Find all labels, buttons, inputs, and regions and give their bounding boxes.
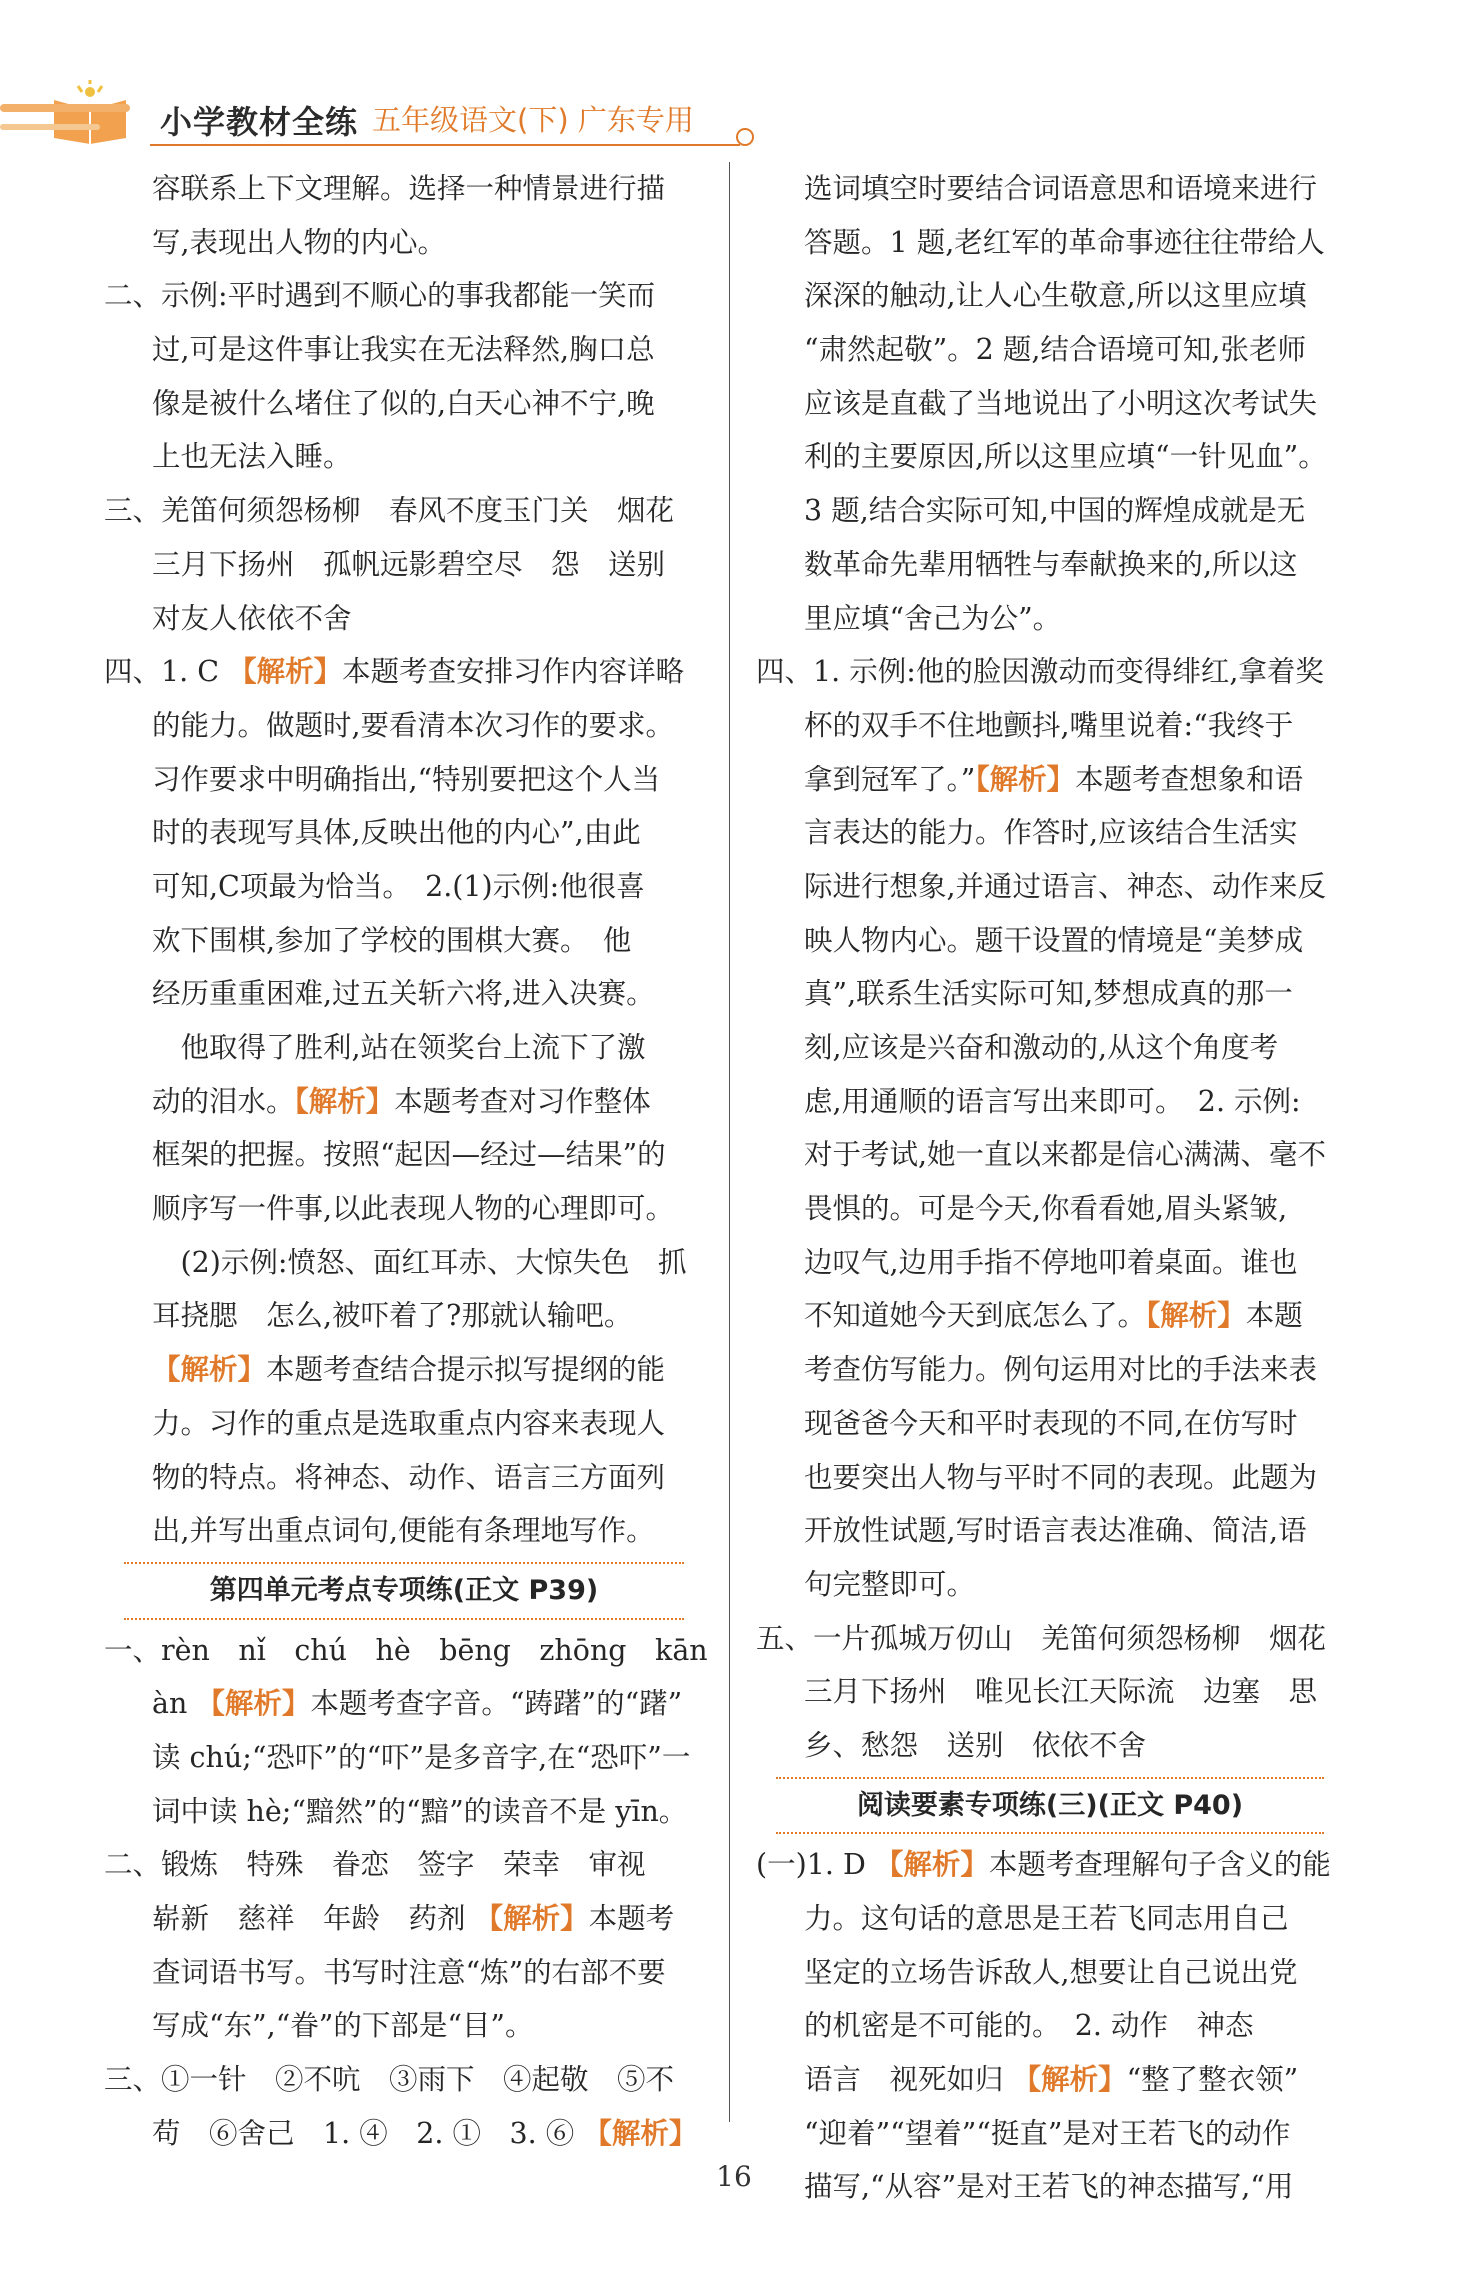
page-number: 16 bbox=[716, 2160, 752, 2193]
text-line: 框架的把握。按照“起因—经过—结果”的 bbox=[152, 1138, 666, 1172]
text-line: 深深的触动,让人心生敬意,所以这里应填 bbox=[804, 279, 1307, 313]
analysis-tag: 【解析】 bbox=[583, 2115, 698, 2150]
text-line: 的能力。做题时,要看清本次习作的要求。 bbox=[152, 708, 675, 742]
analysis-tag: 【解析】 bbox=[294, 1083, 395, 1118]
text-line: 五、一片孤城万仞山 羌笛何须怨杨柳 烟花 bbox=[756, 1621, 1327, 1655]
section-title: 第四单元考点专项练(正文 P39) bbox=[124, 1562, 684, 1620]
text-line: 物的特点。将神态、动作、语言三方面列 bbox=[152, 1460, 666, 1494]
text-line: 他取得了胜利,站在领奖台上流下了激 bbox=[152, 1031, 646, 1064]
header-accent-bar bbox=[0, 124, 100, 130]
text-line: 映人物内心。题干设置的情境是“美梦成 bbox=[804, 923, 1304, 957]
text-line: 查词语书写。书写时注意“炼”的右部不要 bbox=[152, 1955, 666, 1989]
text-line: 描写,“从容”是对王若飞的神态描写,“用 bbox=[804, 2170, 1294, 2204]
analysis-tag: 【解析】 bbox=[874, 1847, 989, 1882]
text-line: 顺序写一件事,以此表现人物的心理即可。 bbox=[152, 1192, 675, 1226]
text-line: 现爸爸今天和平时表现的不同,在仿写时 bbox=[804, 1406, 1298, 1440]
section-title: 阅读要素专项练(三)(正文 P40) bbox=[776, 1777, 1324, 1835]
column-divider bbox=[729, 162, 730, 2122]
text-line: 二、示例:平时遇到不顺心的事我都能一笑而 bbox=[104, 279, 656, 313]
text-line: 开放性试题,写时语言表达准确、简洁,语 bbox=[804, 1514, 1307, 1548]
text-line: 的机密是不可能的。 2. 动作 神态 bbox=[804, 2009, 1254, 2043]
text-line: 刻,应该是兴奋和激动的,从这个角度考 bbox=[804, 1031, 1279, 1064]
text-line: 3 题,结合实际可知,中国的辉煌成就是无 bbox=[804, 494, 1306, 528]
text-line: 坚定的立场告诉敌人,想要让自己说出党 bbox=[804, 1955, 1298, 1989]
analysis-tag: 【解析】 bbox=[152, 1352, 267, 1387]
analysis-tag: 【解析】 bbox=[1012, 2062, 1127, 2097]
text-line: 三月下扬州 孤帆远影碧空尽 怨 送别 bbox=[152, 547, 666, 581]
text-line: 言表达的能力。作答时,应该结合生活实 bbox=[804, 816, 1298, 850]
text-line: 欢下围棋,参加了学校的围棋大赛。 他 bbox=[152, 923, 632, 957]
text-line: 答题。1 题,老红军的革命事迹往往带给人 bbox=[804, 225, 1325, 259]
text-line: 经历重重困难,过五关斩六将,进入决赛。 bbox=[152, 977, 655, 1011]
text-line: 苟 ⑥舍己 1. ④ 2. ① 3. ⑥ 【解析】 bbox=[152, 2115, 698, 2150]
text-line: 一、rèn nǐ chú hè bēng zhōng kān bbox=[104, 1633, 708, 1667]
analysis-tag: 【解析】 bbox=[228, 654, 343, 689]
text-line: 上也无法入睡。 bbox=[152, 440, 352, 474]
analysis-tag: 【解析】 bbox=[474, 1901, 589, 1935]
text-line: 选词填空时要结合词语意思和语境来进行 bbox=[804, 172, 1318, 205]
text-line: 杯的双手不住地颤抖,嘴里说着:“我终于 bbox=[804, 708, 1294, 742]
left-column bbox=[104, 162, 708, 2160]
book-icon bbox=[48, 80, 132, 144]
text-line: 四、1. 示例:他的脸因激动而变得绯红,拿着奖 bbox=[756, 655, 1324, 689]
text-line: 动的泪水。【解析】本题考查对习作整体 bbox=[152, 1083, 651, 1118]
text-line: 畏惧的。可是今天,你看看她,眉头紧皱, bbox=[804, 1192, 1288, 1226]
text-line: 词中读 hè;“黯然”的“黯”的读音不是 yīn。 bbox=[152, 1794, 688, 1828]
text-line: 过,可是这件事让我实在无法释然,胸口总 bbox=[152, 333, 655, 367]
text-line: 三月下扬州 唯见长江天际流 边塞 思 bbox=[804, 1675, 1318, 1709]
text-line: 句完整即可。 bbox=[804, 1567, 976, 1601]
text-line: (一)1. D 【解析】本题考查理解句子含义的能 bbox=[756, 1847, 1331, 1882]
header-accent-bar bbox=[0, 104, 130, 112]
text-line: àn 【解析】本题考查字音。“踌躇”的“躇” bbox=[152, 1686, 683, 1721]
analysis-tag: 【解析】 bbox=[1146, 1298, 1246, 1333]
right-column bbox=[756, 162, 1344, 2214]
header-rule bbox=[150, 144, 740, 146]
text-line: 四、1. C 【解析】本题考查安排习作内容详略 bbox=[104, 654, 685, 689]
book-title: 小学教材全练 bbox=[160, 103, 359, 141]
text-line: 三、①一针 ②不吭 ③雨下 ④起敬 ⑤不 bbox=[104, 2063, 675, 2097]
text-line: 语言 视死如归 【解析】“整了整衣领” bbox=[804, 2062, 1299, 2097]
text-line: 对友人依依不舍 bbox=[152, 601, 352, 635]
text-line: 出,并写出重点词句,便能有条理地写作。 bbox=[152, 1514, 655, 1548]
text-line: 拿到冠军了。”【解析】本题考查想象和语 bbox=[804, 761, 1304, 796]
header-ornament bbox=[736, 128, 754, 146]
text-line: 利的主要原因,所以这里应填“一针见血”。 bbox=[804, 440, 1327, 474]
text-line: 考查仿写能力。例句运用对比的手法来表 bbox=[804, 1353, 1318, 1387]
book-subtitle: 五年级语文(下) 广东专用 bbox=[372, 103, 694, 137]
page-header bbox=[0, 0, 1468, 160]
text-line: 可知,C项最为恰当。 2.(1)示例:他很喜 bbox=[152, 869, 645, 903]
text-line: 容联系上下文理解。选择一种情景进行描 bbox=[152, 172, 666, 205]
text-line: 力。这句话的意思是王若飞同志用自己 bbox=[804, 1902, 1289, 1935]
text-line: 写,表现出人物的内心。 bbox=[152, 225, 447, 259]
text-line: (2)示例:愤怒、面红耳赤、大惊失色 抓 bbox=[152, 1245, 687, 1279]
text-line: 读 chú;“恐吓”的“吓”是多音字,在“恐吓”一 bbox=[152, 1740, 691, 1774]
text-line: 里应填“舍己为公”。 bbox=[804, 601, 1062, 635]
text-line: 三、羌笛何须怨杨柳 春风不度玉门关 烟花 bbox=[104, 494, 675, 528]
text-line: “肃然起敬”。2 题,结合语境可知,张老师 bbox=[804, 333, 1306, 367]
text-line: 对于考试,她一直以来都是信心满满、毫不 bbox=[804, 1138, 1327, 1172]
text-line: “迎着”“望着”“挺直”是对王若飞的动作 bbox=[804, 2116, 1291, 2150]
text-line: 崭新 慈祥 年龄 药剂 【解析】本题考 bbox=[152, 1901, 675, 1935]
text-line: 应该是直截了当地说出了小明这次考试失 bbox=[804, 386, 1318, 420]
text-line: 写成“东”,“眷”的下部是“目”。 bbox=[152, 2009, 534, 2043]
text-line: 际进行想象,并通过语言、神态、动作来反 bbox=[804, 869, 1327, 903]
text-line: 不知道她今天到底怎么了。【解析】本题 bbox=[804, 1298, 1303, 1333]
text-line: 二、锻炼 特殊 眷恋 签字 荣幸 审视 bbox=[104, 1848, 646, 1882]
text-line: 力。习作的重点是选取重点内容来表现人 bbox=[152, 1406, 666, 1440]
text-line: 边叹气,边用手指不停地叩着桌面。谁也 bbox=[804, 1245, 1298, 1279]
text-line: 习作要求中明确指出,“特别要把这个人当 bbox=[152, 762, 661, 796]
text-line: 【解析】本题考查结合提示拟写提纲的能 bbox=[152, 1352, 666, 1387]
text-line: 时的表现写具体,反映出他的内心”,由此 bbox=[152, 816, 641, 850]
text-line: 也要突出人物与平时不同的表现。此题为 bbox=[804, 1460, 1318, 1494]
text-line: 虑,用通顺的语言写出来即可。 2. 示例: bbox=[804, 1084, 1301, 1118]
text-line: 真”,联系生活实际可知,梦想成真的那一 bbox=[804, 977, 1293, 1011]
text-line: 乡、愁怨 送别 依依不舍 bbox=[804, 1728, 1147, 1762]
text-line: 耳挠腮 怎么,被吓着了?那就认输吧。 bbox=[152, 1299, 633, 1333]
text-line: 数革命先辈用牺牲与奉献换来的,所以这 bbox=[804, 547, 1298, 581]
analysis-tag: 【解析】 bbox=[975, 761, 1076, 796]
text-line: 像是被什么堵住了似的,白天心神不宁,晚 bbox=[152, 386, 655, 420]
analysis-tag: 【解析】 bbox=[196, 1686, 311, 1721]
